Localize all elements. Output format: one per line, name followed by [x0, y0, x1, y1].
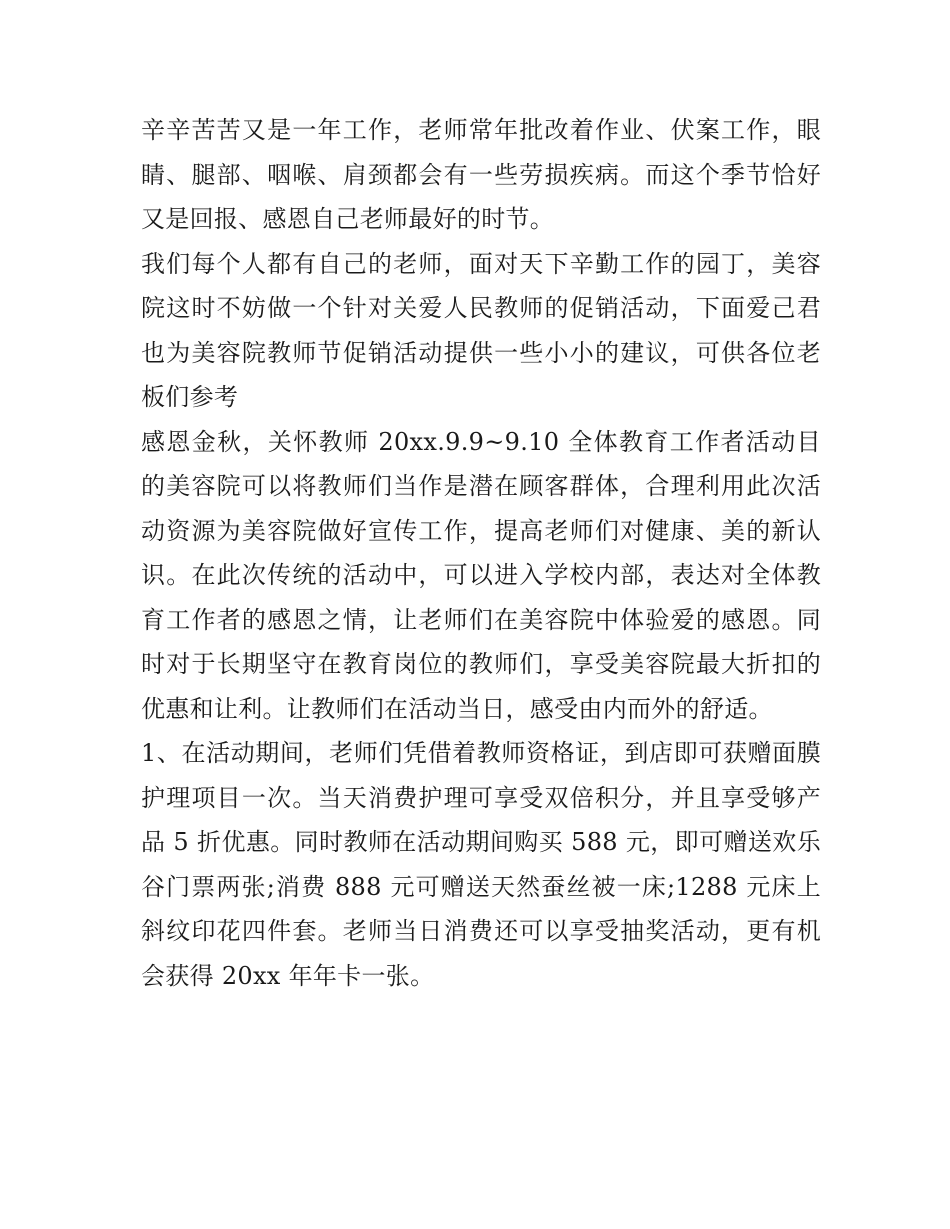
paragraph-intro: 辛辛苦苦又是一年工作，老师常年批改着作业、伏案工作，眼睛、腿部、咽喉、肩颈都会有一些劳损疾病。而这个季节恰好又是回报、感恩自己老师最好的时节。 — [141, 116, 821, 233]
paragraph-offer-1: 1、在活动期间，老师们凭借着教师资格证，到店即可获赠面膜护理项目一次。当天消费护理可享受双倍积分，并且享受够产品 5 折优惠。同时教师在活动期间购买 588 元，即可赠送欢乐谷门票两张;消费 888 元可赠送天然蚕丝被一床;1288 元床上斜纹印花四件套。老师当日消费还可以享受抽奖活动，更有机会获得 20xx 年年卡一张。 — [141, 739, 821, 990]
document-body — [141, 108, 821, 998]
paragraph-background: 我们每个人都有自己的老师，面对天下辛勤工作的园丁，美容院这时不妨做一个针对关爱人民教师的促销活动，下面爱己君也为美容院教师节促销活动提供一些小小的建议，可供各位老板们参考 — [141, 249, 821, 411]
paragraph-theme-purpose: 感恩金秋，关怀教师 20xx.9.9~9.10 全体教育工作者活动目的美容院可以将教师们当作是潜在顾客群体，合理利用此次活动资源为美容院做好宣传工作，提高老师们对健康、美的新认识。在此次传统的活动中，可以进入学校内部，表达对全体教育工作者的感恩之情，让老师们在美容院中体验爱的感恩。同时对于长期坚守在教育岗位的教师们，享受美容院最大折扣的优惠和让利。让教师们在活动当日，感受由内而外的舒适。 — [141, 427, 821, 723]
